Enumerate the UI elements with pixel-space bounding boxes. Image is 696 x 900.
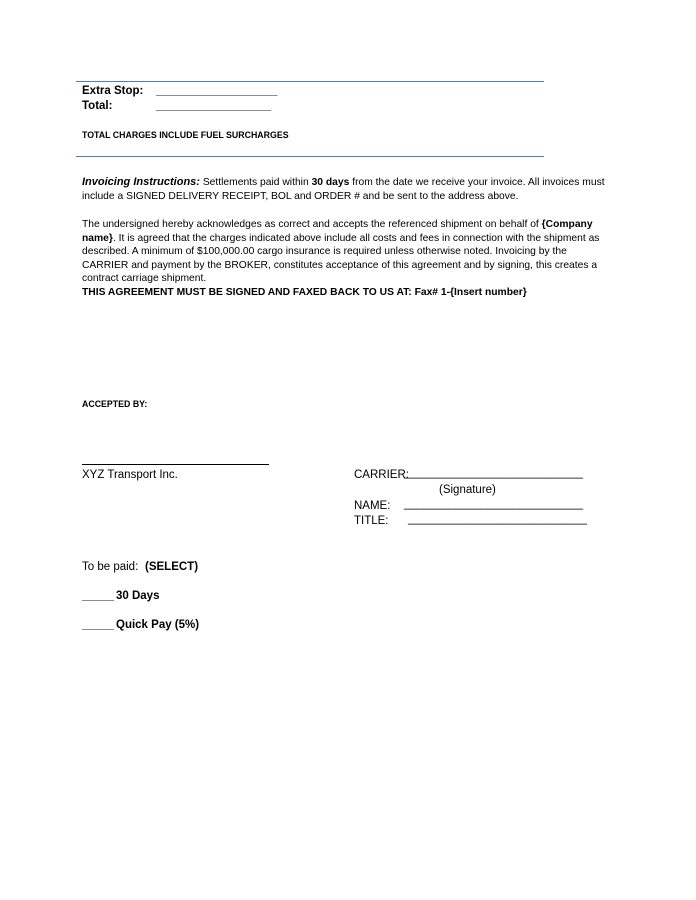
select-label: (SELECT): [145, 561, 199, 573]
title-field[interactable]: ____________________________: [408, 513, 588, 525]
invoicing-text-a: Settlements paid within: [199, 177, 312, 188]
name-label: NAME:: [354, 500, 391, 512]
option-quick-pay: Quick Pay (5%): [116, 619, 200, 631]
middle-divider: [76, 156, 544, 157]
invoicing-instructions: [82, 176, 612, 203]
carrier-label: CARRIER:: [354, 469, 409, 481]
name-field[interactable]: ____________________________: [404, 498, 584, 510]
extra-stop-label: Extra Stop:: [82, 85, 144, 97]
total-label: Total:: [82, 100, 113, 112]
fuel-surcharge-note: TOTAL CHARGES INCLUDE FUEL SURCHARGES: [82, 130, 289, 140]
company-name: XYZ Transport Inc.: [82, 469, 178, 481]
extra-stop-field[interactable]: ___________________: [156, 85, 278, 97]
invoicing-days: 30 days: [311, 177, 350, 188]
accepted-by-label: ACCEPTED BY:: [82, 399, 148, 409]
option-30-days-blank[interactable]: _____: [82, 590, 114, 602]
company-name-placeholder: {Company name}: [82, 219, 593, 244]
fax-instruction: THIS AGREEMENT MUST BE SIGNED AND FAXED BACK TO US AT: Fax# 1-{Insert number}: [82, 287, 527, 298]
signature-caption: (Signature): [439, 484, 496, 496]
carrier-signature-field[interactable]: ____________________________: [404, 467, 584, 479]
agreement-paragraph: [82, 218, 612, 286]
company-signature-line[interactable]: [82, 464, 269, 465]
agreement-text-b: . It is agreed that the charges indicated above include all costs and fees in connection with the shipment as described. A minimum of $100,000.00 cargo insurance is required unless otherwise noted. Invoicing by the CARRIER and payment by the BROKER, constitutes acceptance of this agreement and by signing, this creates a contract carriage shipment.: [82, 232, 600, 285]
agreement-text-a: The undersigned hereby acknowledges as correct and accepts the referenced shipment on behalf of: [82, 219, 542, 230]
invoicing-text-b: from the date we receive your invoice. All invoices must include a SIGNED DELIVERY RECEIPT, BOL and ORDER # and be sent to the address above.: [82, 177, 605, 202]
to-be-paid-label: To be paid:: [82, 561, 139, 573]
title-label: TITLE:: [354, 515, 389, 527]
option-30-days: 30 Days: [116, 590, 160, 602]
top-divider: [76, 81, 544, 82]
invoicing-heading: Invoicing Instructions:: [82, 176, 200, 188]
option-quick-pay-blank[interactable]: _____: [82, 619, 114, 631]
total-field[interactable]: __________________: [156, 100, 272, 112]
